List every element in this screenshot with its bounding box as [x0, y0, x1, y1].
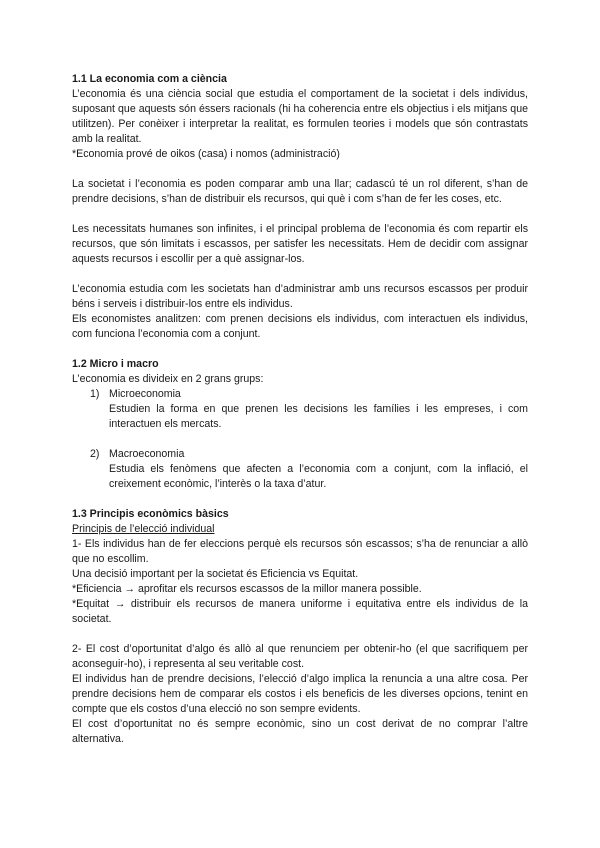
- list-item-description: Estudien la forma en que prenen les decisions les famílies i les empreses, i com interactuen els mercats.: [109, 403, 528, 430]
- subheading-individual-choice: Principis de l’elecció individual: [72, 523, 215, 535]
- list-number: 2): [90, 448, 100, 460]
- paragraph-household: La societat i l’economia es poden comparar amb una llar; cadascú té un rol diferent, s’han de prendre decisions, s’han de distribuir els recursos, qui què i com s’han de fer les coses, etc.: [72, 178, 528, 205]
- paragraph-principle-1: 1- Els individus han de fer eleccions perquè els recursos són escassos; s’ha de renunciar a allò que no escollim.: [72, 538, 528, 565]
- list-item-macro: [72, 447, 528, 492]
- paragraph-opportunity-cost: El cost d’oportunitat no és sempre econòmic, sino un cost derivat de no comprar l’altre alternativa.: [72, 718, 528, 745]
- section-heading-1-3: 1.3 Principis econòmics bàsics: [72, 508, 229, 520]
- spacer: [72, 342, 528, 357]
- paragraph-definition: L’economia és una ciència social que estudia el comportament de la societat i dels individus, suposant que aquests són éssers racionals (hi ha coherencia entre els objectius i els mitjans que utilitzen). Per conèixer i interpretar la realitat, es formulen teories i models que són contrastats amb la realitat.: [72, 88, 528, 145]
- list-number: 1): [90, 388, 100, 400]
- list-item-description: Estudia els fenòmens que afecten a l’economia com a conjunt, com la inflació, el creixement econòmic, l’interès o la taxa d’atur.: [109, 463, 528, 490]
- paragraph-efficiency-vs-equity: Una decisió important per la societat és Eficiencia vs Equitat.: [72, 568, 359, 580]
- paragraph-efficiency: *Eficiencia → aprofitar els recursos escassos de la millor manera possible.: [72, 583, 422, 595]
- section-heading-1-2: 1.2 Micro i macro: [72, 358, 159, 370]
- spacer: [72, 162, 528, 177]
- groups-list: [72, 387, 528, 492]
- list-item-title: Macroeconomia: [109, 448, 185, 460]
- spacer: [72, 492, 528, 507]
- spacer: [72, 627, 528, 642]
- paragraph-equity: *Equitat → distribuir els recursos de manera uniforme i equitativa entre els individus de la societat.: [72, 598, 528, 625]
- spacer: [72, 207, 528, 222]
- paragraph-principle-2: 2- El cost d’oportunitat d’algo és allò al que renunciem per obtenir-ho (el que sacrifiquem per aconseguir-ho), i representa al seu veritable cost.: [72, 643, 528, 670]
- section-heading-1-1: 1.1 La economia com a ciència: [72, 73, 227, 85]
- paragraph-decisions: El individus han de prendre decisions, l’elecció d’algo implica la renuncia a una altre cosa. Per prendre decisions hem de comparar els costos i els beneficis de les diverses opcions, tenint en compte que els costos d’una elecció no son sempre evidents.: [72, 673, 528, 715]
- paragraph-economists: Els economistes analitzen: com prenen decisions els individus, com interactuen els individus, com funciona l’economia com a conjunt.: [72, 313, 528, 340]
- spacer: [72, 267, 528, 282]
- paragraph-etymology: *Economia prové de oikos (casa) i nomos (administració): [72, 148, 340, 160]
- paragraph-needs: Les necessitats humanes son infinites, i el principal problema de l’economia és com repartir els recursos, que són limitats i escassos, per satisfer les necessitats. Hem de decidir com assignar aquests recursos i escollir per a què assignar-los.: [72, 223, 528, 265]
- list-item-micro: [72, 387, 528, 432]
- list-item-title: Microeconomia: [109, 388, 181, 400]
- paragraph-scarcity: L’economia estudia com les societats han d’administrar amb uns recursos escassos per produir béns i serveis i distribuir-los entre els individus.: [72, 283, 528, 310]
- paragraph-groups-intro: L’economia es divideix en 2 grans grups:: [72, 373, 264, 385]
